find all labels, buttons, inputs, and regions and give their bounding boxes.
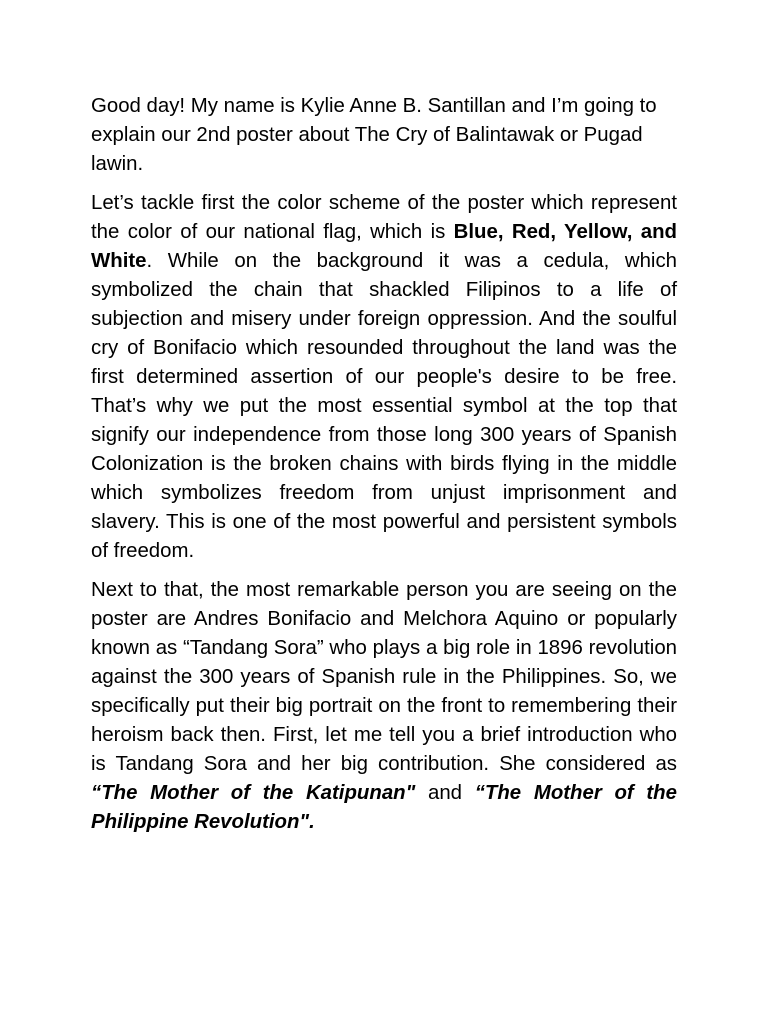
heroes-text-and: and: [415, 782, 475, 804]
paragraph-introduction-text: Good day! My name is Kylie Anne B. Santillan and I’m going to explain our 2nd poster about The Cry of Balintawak or Pugad lawin.: [91, 95, 657, 175]
paragraph-heroes: [91, 576, 677, 837]
flag-colors-bold: Blue, Red, Yellow, and White: [91, 221, 677, 272]
mother-of-revolution-emphasis: “The Mother of the Philippine Revolution".: [91, 782, 677, 833]
color-scheme-text-start: Let’s tackle first the color scheme of the poster which represent the color of our national flag, which is: [91, 192, 677, 243]
color-scheme-text-end: . While on the background it was a cedula, which symbolized the chain that shackled Filipinos to a life of subjection and misery under foreign oppression. And the soulful cry of Bonifacio which resounded throughout the land was the first determined assertion of our people's desire to be free. That’s why we put the most essential symbol at the top that signify our independence from those long 300 years of Spanish Colonization is the broken chains with birds flying in the middle which symbolizes freedom from unjust imprisonment and slavery. This is one of the most powerful and persistent symbols of freedom.: [91, 250, 677, 562]
document-body: [91, 92, 677, 847]
heroes-text-start: Next to that, the most remarkable person you are seeing on the poster are Andres Bonifacio and Melchora Aquino or popularly known as “Tandang Sora” who plays a big role in 1896 revolution against the 300 years of Spanish rule in the Philippines. So, we specifically put their big portrait on the front to remembering their heroism back then. First, let me tell you a brief introduction who is Tandang Sora and her big contribution. She considered as: [91, 579, 677, 775]
paragraph-introduction: [91, 92, 677, 179]
mother-of-katipunan-emphasis: “The Mother of the Katipunan": [91, 782, 416, 804]
paragraph-color-scheme: [91, 189, 677, 566]
